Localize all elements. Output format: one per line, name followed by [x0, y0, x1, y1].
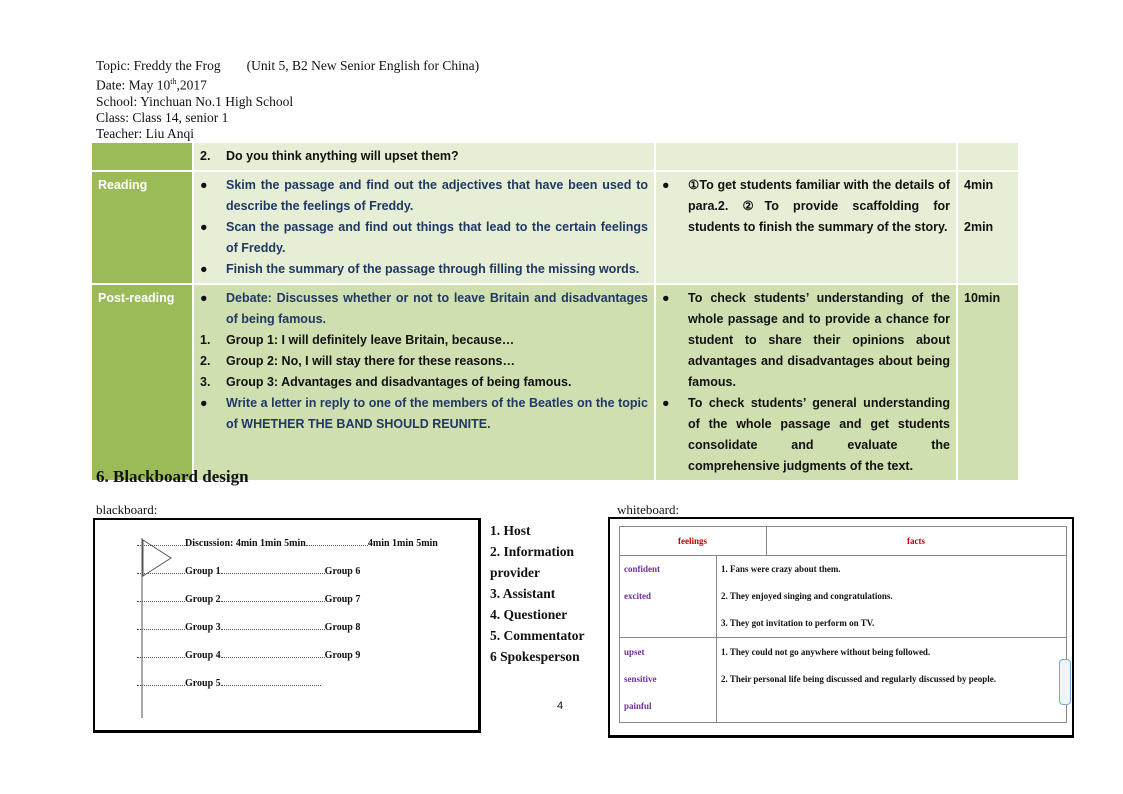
group-row: Group 5: [137, 678, 321, 689]
group-row: Group 2 Group 7: [137, 594, 360, 605]
list-item: ● Scan the passage and find out things that lead to the certain feelings of Freddy.: [200, 220, 648, 255]
reading-purpose: ● ①To get students familiar with the details of para.2. ②To provide scaffolding for students to finish the summary of the story.: [655, 171, 957, 284]
ime-widget-icon: [1059, 659, 1071, 705]
list-item: 1. Host: [490, 523, 531, 538]
blackboard-caption: blackboard:: [96, 502, 158, 517]
blackboard-design: Discussion: 4min 1min 5min 4min 1min 5min Group 1 Group 6 Group 2 Group 7 Group 3 Group 8 Group 4 Group 9 Group 5: [93, 518, 481, 733]
table-row: [91, 171, 1019, 284]
feelings-header: feelings: [678, 536, 707, 546]
list-item: 2. Group 2: No, I will stay there for these reasons…: [200, 354, 515, 368]
list-item: 2. Information: [490, 544, 574, 559]
list-item: 6 Spokesperson: [490, 649, 580, 664]
school-line: School: Yinchuan No.1 High School: [96, 93, 294, 109]
list-item: ● Write a letter in reply to one of the members of the Beatles on the topic of WHETHER THE BAND SHOULD REUNITE.: [200, 396, 648, 431]
reading-activities: [193, 171, 655, 284]
group-row: Group 3 Group 8: [137, 622, 360, 633]
list-item: 1. Group 1: I will definitely leave Britain, because…: [200, 333, 515, 347]
unit-line: (Unit 5, B2 New Senior English for China): [246, 58, 480, 73]
list-item: ● Finish the summary of the passage through filling the missing words.: [200, 262, 640, 276]
table-row: 2. Do you think anything will upset them?: [91, 142, 1019, 171]
post-reading-activities: [193, 284, 655, 481]
table-row: [91, 284, 1019, 481]
post-reading-time: 10min: [957, 284, 1019, 481]
list-item: provider: [490, 565, 540, 580]
facts-header: facts: [907, 536, 925, 546]
post-reading-purpose: ● To check students’ understanding of the whole passage and to provide a chance for student to share their opinions about advantages and disadvantages about being famous. ● To check students’ general understanding of the whole passage and get students consolidate and evaluate the comprehensive judgments of the text.: [655, 284, 957, 481]
lesson-header: [96, 58, 479, 142]
section-title: 6. Blackboard design: [96, 467, 249, 486]
discussion-text: Discussion: 4min 1min 5min: [185, 538, 306, 549]
group-row: Group 4 Group 9: [137, 650, 360, 661]
list-item: ● Debate: Discusses whether or not to leave Britain and disadvantages of being famous.: [200, 291, 648, 326]
list-item: 3. Assistant: [490, 586, 556, 601]
stage-label-reading: Reading: [91, 171, 193, 284]
teacher-line: Teacher: Liu Anqi: [96, 125, 195, 141]
class-line: Class: Class 14, senior 1: [96, 109, 229, 125]
list-item: 4. Questioner: [490, 607, 568, 622]
whiteboard-design: [608, 517, 1074, 738]
lesson-plan-table: [90, 141, 1020, 482]
page-number: 4: [557, 700, 564, 712]
list-item: ● Skim the passage and find out the adjectives that have been used to describe the feelings of Freddy.: [200, 178, 648, 213]
list-item: 3. Group 3: Advantages and disadvantages of being famous.: [200, 375, 572, 389]
list-item: 5. Commentator: [490, 628, 585, 643]
reading-time: 4min 2min: [957, 171, 1019, 284]
whiteboard-table: feelings facts confident excited 1. Fans were crazy about them. 2. They enjoyed singing and congratulations. 3. They got invitation to perform on TV. upset sensitive painful 1. They could not go anywhere without being followed. 2. Their personal life being discussed and regularly discussed by people.: [619, 526, 1067, 723]
question-text: Do you think anything will upset them?: [226, 149, 459, 163]
roles-list: [490, 520, 584, 667]
whiteboard-caption: whiteboard:: [617, 502, 680, 517]
group-row: Group 1 Group 6: [137, 566, 360, 577]
date-line: Date: May 10th,2017: [96, 77, 207, 93]
stage-label-post-reading: Post-reading: [91, 284, 193, 481]
topic-line: Topic: Freddy the Frog: [96, 58, 221, 73]
